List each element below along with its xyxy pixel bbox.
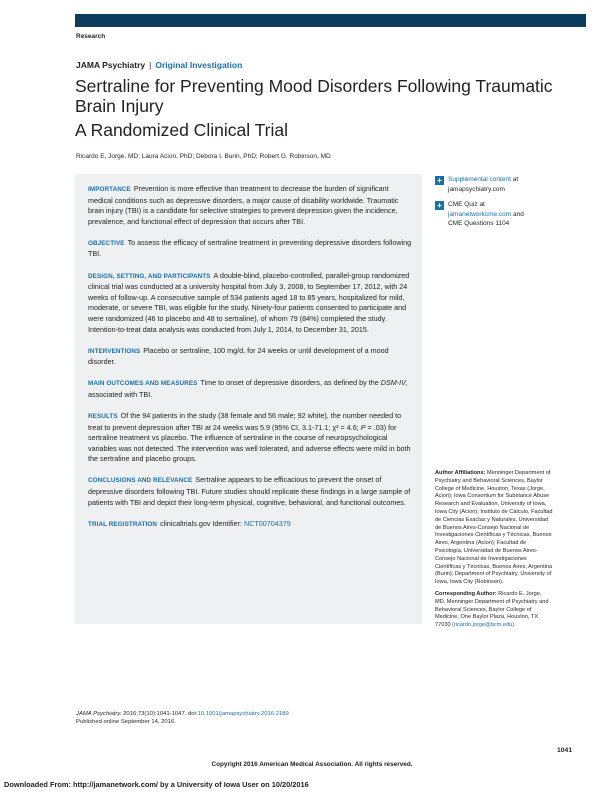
citation-details: 2016;73(10):1041-1047. doi: [123, 711, 198, 717]
download-notice: Downloaded From: http://jamanetwork.com/ by a University of Iowa User on 10/20/2016 [4, 780, 309, 789]
objective-text: To assess the efficacy of sertraline treatment in preventing depressive disorders following TBI. [88, 237, 412, 259]
registration-text: clinicaltrials.gov Identifier: [160, 518, 242, 528]
abstract-results [88, 411, 412, 465]
citation [76, 710, 406, 726]
results-heading: RESULTS [88, 413, 118, 420]
results-text-2: = .03) for sertraline treatment vs placebo. The influence of sertraline in the course of neuropsychological variables was not detected. The intervention was well tolerated, and adverse effects were mild in both the sertraline and placebo groups. [88, 422, 411, 464]
conclusions-text: Sertraline appears to be efficacious to prevent the onset of depressive disorders following TBI. Future studies should replicate these findings in a large sample of patients with TBI and depict their long-term physical, cognitive, behavioral, and functional outcomes. [88, 475, 411, 507]
registration-heading: TRIAL REGISTRATION [88, 520, 158, 528]
supplemental-content-link[interactable]: Supplemental content [448, 176, 511, 183]
conclusions-heading: CONCLUSIONS AND RELEVANCE [88, 477, 193, 485]
abstract-outcomes [88, 378, 412, 400]
journal-separator: | [149, 60, 152, 70]
outcomes-text-1: Time to onset of depressive disorders, as defined by the [200, 378, 379, 388]
corresponding-email-link[interactable]: (ricardo.jorge@bcm.edu). [452, 622, 516, 629]
author-list: Ricardo E. Jorge, MD; Laura Acion, PhD; Debora I. Burin, PhD; Robert G. Robinson, MD [76, 153, 331, 160]
results-p-value-label: P [360, 422, 366, 432]
abstract-objective [88, 238, 412, 260]
supplemental-site: jamapsychiatry.com [448, 185, 505, 193]
interventions-text: Placebo or sertraline, 100 mg/d, for 24 weeks or until development of a mood disorder. [88, 345, 389, 367]
affiliations-heading: Author Affiliations: [435, 470, 486, 476]
plus-icon: + [435, 176, 444, 185]
article-type: Original Investigation [155, 60, 243, 70]
cme-and: and [513, 210, 524, 218]
abstract-interventions [88, 346, 412, 368]
abstract-design [88, 271, 412, 336]
corresponding-text: Ricardo E. Jorge, MD, Menninger Department of Psychiatry and Behavioral Sciences, Baylor College of Medicine, One Baylor Plaza, Houston, TX 77030 [435, 590, 549, 629]
cme-quiz-label: CME Quiz [448, 201, 478, 208]
registration-id-link[interactable]: NCT00704379 [244, 518, 291, 528]
corresponding-heading: Corresponding Author: [435, 590, 497, 597]
outcomes-heading: MAIN OUTCOMES AND MEASURES [88, 380, 198, 388]
citation-journal: JAMA Psychiatry. [76, 711, 122, 717]
affiliations-paragraph [435, 470, 553, 587]
abstract-registration [88, 519, 412, 531]
results-text-1: Of the 94 patients in the study (38 female and 56 male; 92 white), the number needed to treat to prevent depression after TBI at 24 weeks was 5.9 (95% CI, 3.1-71.1; χ² = 4.6; [88, 411, 402, 432]
journal-name: JAMA Psychiatry [76, 60, 146, 70]
importance-heading: IMPORTANCE [88, 186, 131, 193]
article-subtitle: A Randomized Clinical Trial [75, 120, 289, 140]
section-label: Research [76, 33, 106, 40]
abstract-importance [88, 184, 412, 227]
abstract-conclusions [88, 475, 412, 508]
abstract [88, 184, 412, 541]
cme-questions: CME Questions 1104 [448, 220, 510, 227]
design-text: A double-blind, placebo-controlled, parallel-group randomized clinical trial was conducted at a university hospital from July 3, 2008, to September 17, 2012, with 24 weeks of follow-up. A consecutive sample of 534 patients aged 18 to 85 years, hospitalized for mild, moderate, or severe TBI, was eligible for the study. Ninety-four patients consented to participate and were randomized (46 to placebo and 48 to sertraline), of whom 79 (84%) completed the study. Intention-to-treat data analysis was conducted from July 1, 2014, to December 31, 2015. [88, 270, 410, 334]
outcomes-dsm: DSM-IV, [380, 378, 408, 388]
copyright-notice: Copyright 2016 American Medical Association. All rights reserved. [211, 761, 413, 768]
corresponding-paragraph [435, 591, 553, 630]
supplemental-at: at [512, 176, 519, 183]
design-heading: DESIGN, SETTING, AND PARTICIPANTS [88, 272, 211, 280]
importance-text: Prevention is more effective than treatment to decrease the burden of significant medical conditions such as depressive disorders, a major cause of disability worldwide. Traumatic brain injury (TBI) is a candidate for selective strategies to prevent depression given the incidence, prevalence, and functional effect of depression that occurs after TBI. [88, 184, 399, 226]
supplemental-content-item [435, 175, 585, 194]
page-number: 1041 [557, 747, 573, 754]
author-affiliations [435, 470, 553, 634]
cme-item [435, 200, 585, 229]
interventions-heading: INTERVENTIONS [88, 347, 141, 355]
doi-link[interactable]: 10.1001/jamapsychiatry.2016.2189 [197, 711, 289, 717]
affiliations-text: Menninger Department of Psychiatry and Behavioral Sciences, Baylor College of Medicine, Houston, Texas (Jorge, Acion); Iowa Consortium for Substance Abuse Research and Evaluation, University of Iowa, Iowa City (Acion); Instituto de Cálculo, Facultad de Ciencias Exactas y Naturales, Universidad de Buenos Aires-Consejo Nacional de Investigaciones Científicas y Técnicas, Buenos Aires, Argentina (Acion); Facultad de Psicología, Universidad de Buenos Aires-Consejo Nacional de Investigaciones Científicas y Técnicas, Buenos Aires, Argentina (Burin); Department of Psychiatry, University of Iowa, Iowa City (Robinson). [435, 470, 553, 586]
published-date: Published online September 14, 2016. [76, 719, 176, 725]
cme-site-link[interactable]: jamanetworkcme.com [448, 210, 512, 218]
objective-heading: OBJECTIVE [88, 239, 125, 247]
plus-icon: + [435, 201, 444, 210]
cme-at: at [479, 201, 485, 208]
outcomes-text-2: associated with TBI. [88, 389, 153, 399]
sidebar-links [435, 175, 585, 235]
article-title: Sertraline for Preventing Mood Disorders Following Traumatic Brain Injury [75, 76, 553, 116]
journal-line [76, 60, 242, 70]
header-bar [75, 14, 586, 27]
